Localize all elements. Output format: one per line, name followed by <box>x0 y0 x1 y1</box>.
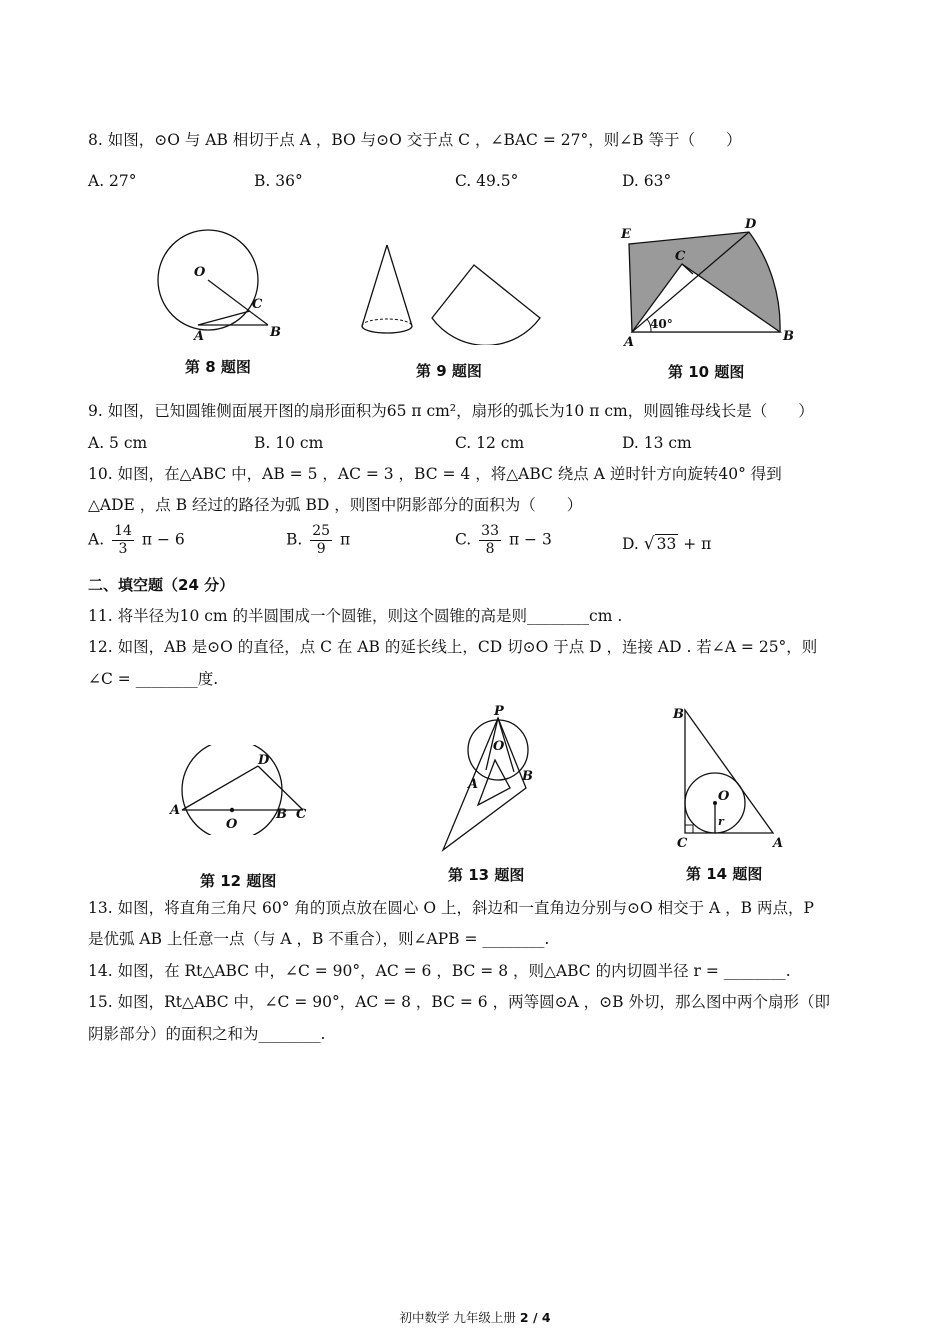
fig10-label-c: C <box>675 249 686 264</box>
fig8-label-o: O <box>194 265 206 280</box>
question-12-line2: ∠C = ________度. <box>88 670 219 688</box>
figure-14-diagram <box>665 700 790 855</box>
q9-option-d: D. 13 cm <box>622 434 692 452</box>
fig10-label-d: D <box>745 217 757 232</box>
question-15-line2: 阴影部分）的面积之和为________. <box>88 1025 326 1043</box>
fig14-label-a: A <box>773 836 784 851</box>
fig8-label-c: C <box>252 297 263 312</box>
q9-option-c: C. 12 cm <box>455 434 525 452</box>
fig12-label-b: B <box>276 807 287 822</box>
fig8-label-a: A <box>194 329 205 344</box>
fig10-label-e: E <box>621 227 631 242</box>
figure-8-caption: 第 8 题图 <box>185 358 251 376</box>
question-12-line1: 12. 如图，AB 是⊙O 的直径，点 C 在 AB 的延长线上，CD 切⊙O 于点 D ，连接 AD . 若∠A = 25°，则 <box>88 638 818 656</box>
fig13-label-p: P <box>494 704 504 719</box>
footer-page-number: 2 / 4 <box>519 1310 551 1325</box>
question-10-stem-line2: △ADE ，点 B 经过的路径为弧 BD ，则图中阴影部分的面积为（ ） <box>88 496 583 514</box>
figure-9-diagram <box>352 240 547 345</box>
fig9-cone-base-front <box>362 326 412 333</box>
figure-8-diagram <box>150 222 290 347</box>
fig14-label-b: B <box>673 707 684 722</box>
fig12-label-a: A <box>170 803 181 818</box>
fig13-label-o: O <box>493 739 505 754</box>
question-11: 11. 将半径为10 cm 的半圆围成一个圆锥，则这个圆锥的高是则________cm . <box>88 607 623 625</box>
q9-option-a: A. 5 cm <box>88 434 148 452</box>
fig10-label-angle: 40° <box>650 317 673 331</box>
question-8-stem: 8. 如图，⊙O 与 AB 相切于点 A ，BO 与⊙O 交于点 C ，∠BAC = 27°，则∠B 等于（ ） <box>88 131 742 149</box>
question-15-line1: 15. 如图，Rt△ABC 中，∠C = 90°，AC = 8 ，BC = 6 ，两等圆⊙A ，⊙B 外切，那么图中两个扇形（即 <box>88 993 830 1011</box>
fig14-label-r: r <box>718 815 724 828</box>
fig9-sector <box>432 265 540 345</box>
q8-option-b: B. 36° <box>254 172 303 190</box>
fig14-triangle-abc <box>685 710 773 833</box>
fig13-set-square-outer <box>443 718 526 850</box>
figure-10-caption: 第 10 题图 <box>668 363 745 381</box>
question-9-stem: 9. 如图，已知圆锥侧面展开图的扇形面积为65 π cm²，扇形的弧长为10 π cm，则圆锥母线长是（ ） <box>88 402 814 420</box>
footer-text: 初中数学 九年级上册 <box>399 1310 520 1325</box>
figure-14-caption: 第 14 题图 <box>686 865 763 883</box>
figure-12-diagram <box>168 745 318 835</box>
figure-13-diagram <box>438 700 548 860</box>
figure-9-caption: 第 9 题图 <box>416 362 482 380</box>
question-14: 14. 如图，在 Rt△ABC 中，∠C = 90°，AC = 6 ，BC = 8 ，则△ABC 的内切圆半径 r = ________. <box>88 962 791 980</box>
q10-option-a: A. $\frac{14}{3}$ π − 6 <box>88 523 185 557</box>
fig10-label-a: A <box>624 335 635 350</box>
figure-13-caption: 第 13 题图 <box>448 866 525 884</box>
q10-option-c: C. $\frac{33}{8}$ π − 3 <box>455 523 552 557</box>
q10-option-d: D. √ 33 + π <box>622 534 712 554</box>
q10-option-b: B. $\frac{25}{9}$ π <box>286 523 351 557</box>
question-13-line2: 是优弧 AB 上任意一点（与 A ，B 不重合），则∠APB = ________. <box>88 930 550 948</box>
fig13-set-square-inner <box>478 760 510 805</box>
fig10-label-b: B <box>783 329 794 344</box>
q8-option-d: D. 63° <box>622 172 672 190</box>
figure-12-caption: 第 12 题图 <box>200 872 277 890</box>
question-10-stem-line1: 10. 如图，在△ABC 中，AB = 5 ，AC = 3 ，BC = 4 ，将△ABC 绕点 A 逆时针方向旋转40° 得到 <box>88 465 782 483</box>
fig12-label-o: O <box>226 817 238 832</box>
q8-option-a: A. 27° <box>88 172 137 190</box>
section-2-heading: 二、填空题（24 分） <box>88 576 235 594</box>
question-13-line1: 13. 如图，将直角三角尺 60° 角的顶点放在圆心 O 上，斜边和一直角边分别与⊙O 相交于 A ，B 两点，P <box>88 899 814 917</box>
fig8-label-b: B <box>270 325 281 340</box>
fig8-segment-ac <box>198 311 250 325</box>
fig9-cone-base-back <box>362 319 412 326</box>
page-footer <box>0 1308 950 1326</box>
q8-option-c: C. 49.5° <box>455 172 519 190</box>
fig12-label-c: C <box>296 807 307 822</box>
fig13-label-a: A <box>468 777 479 792</box>
fig12-label-d: D <box>258 753 270 768</box>
fig14-label-o: O <box>718 789 730 804</box>
q9-option-b: B. 10 cm <box>254 434 324 452</box>
fig14-label-c: C <box>677 836 688 851</box>
fig13-label-b: B <box>522 769 533 784</box>
figure-10-diagram <box>615 212 810 357</box>
